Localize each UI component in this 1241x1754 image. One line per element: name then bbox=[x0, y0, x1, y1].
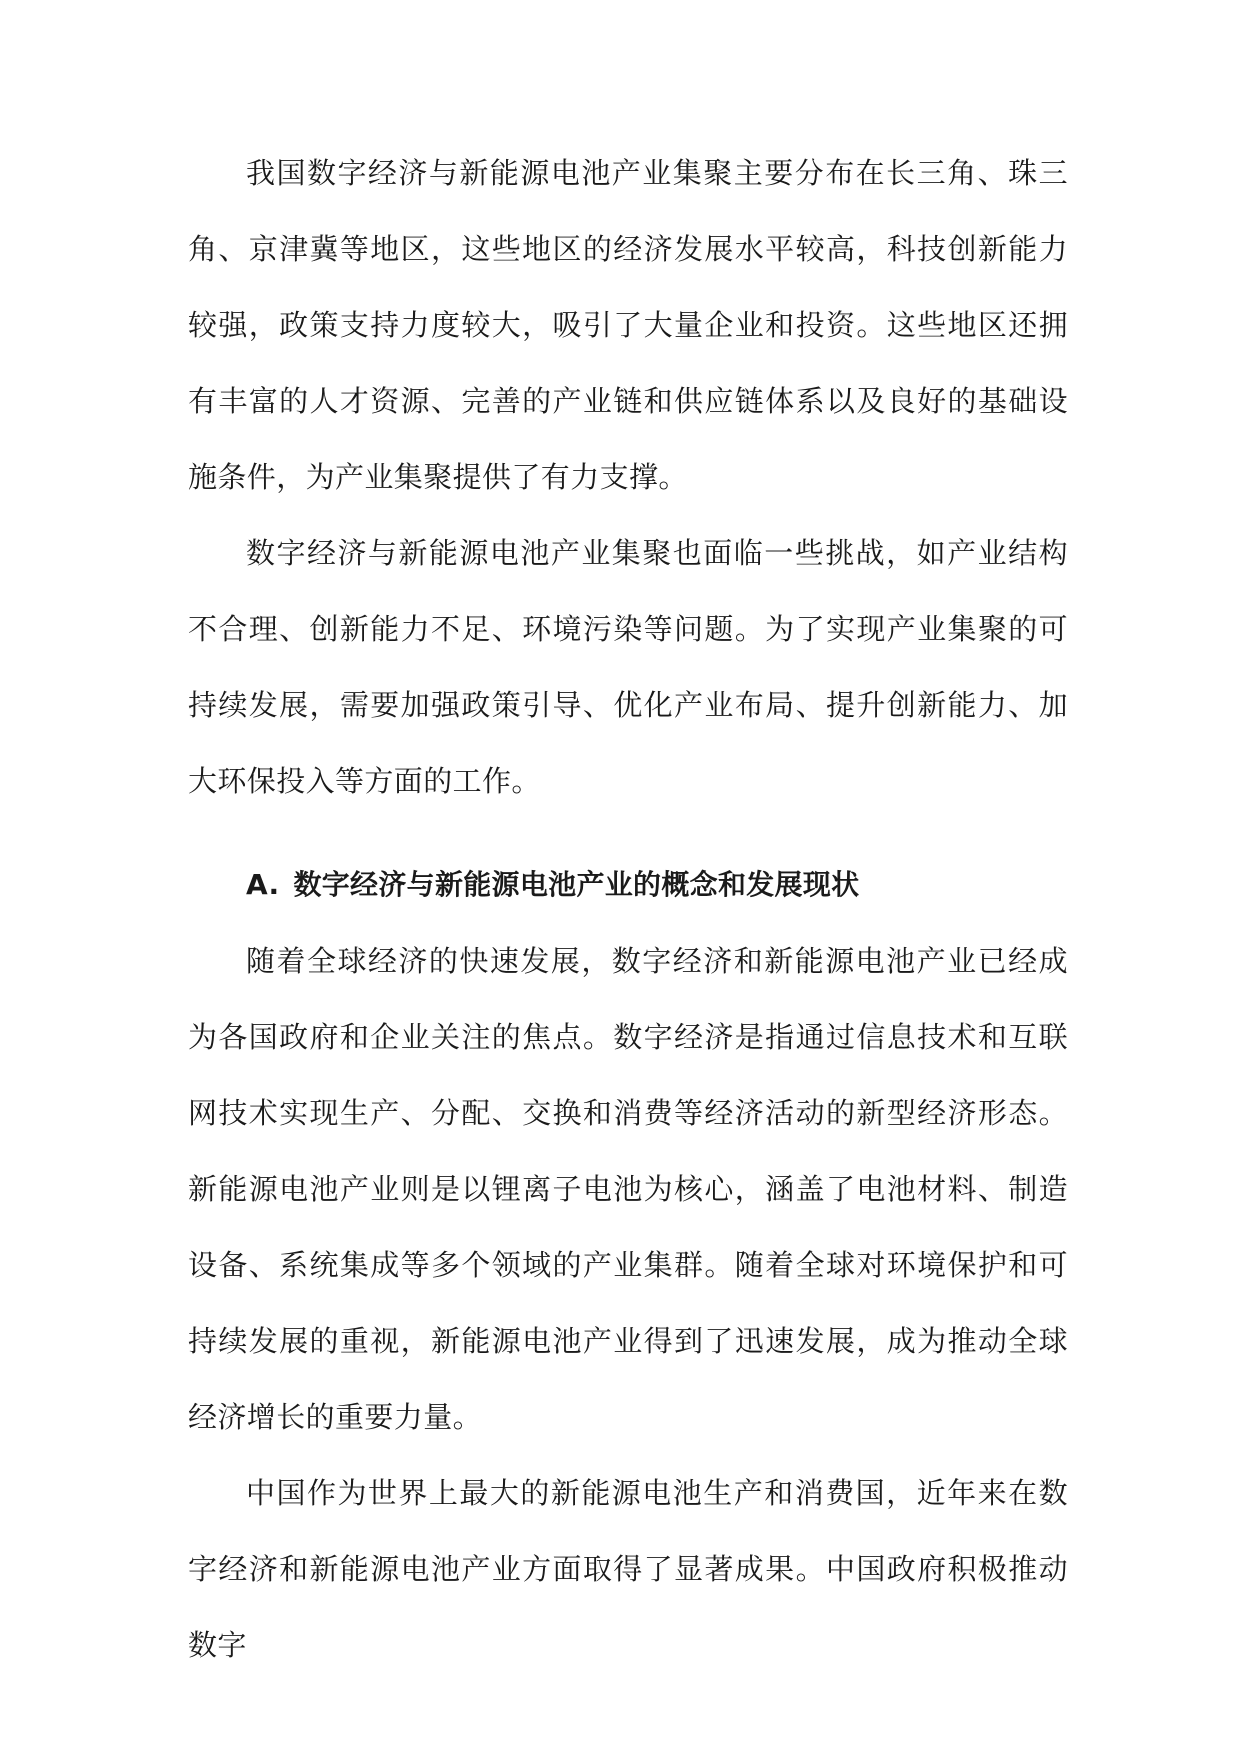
paragraph-concepts: 随着全球经济的快速发展，数字经济和新能源电池产业已经成为各国政府和企业关注的焦点。数字经济是指通过信息技术和互联网技术实现生产、分配、交换和消费等经济活动的新型经济形态。新能源电池产业则是以锂离子电池为核心，涵盖了电池材料、制造设备、系统集成等多个领域的产业集群。随着全球对环境保护和可持续发展的重视，新能源电池产业得到了迅速发展，成为推动全球经济增长的重要力量。 bbox=[188, 944, 1068, 1434]
section-title: 数字经济与新能源电池产业的概念和发展现状 bbox=[293, 868, 860, 901]
section-heading-a bbox=[188, 847, 1068, 923]
document-body bbox=[188, 135, 1068, 1683]
paragraph-challenges: 数字经济与新能源电池产业集聚也面临一些挑战，如产业结构不合理、创新能力不足、环境污染等问题。为了实现产业集聚的可持续发展，需要加强政策引导、优化产业布局、提升创新能力、加大环保投入等方面的工作。 bbox=[188, 536, 1068, 798]
paragraph-industry-distribution: 我国数字经济与新能源电池产业集聚主要分布在长三角、珠三角、京津冀等地区，这些地区的经济发展水平较高，科技创新能力较强，政策支持力度较大，吸引了大量企业和投资。这些地区还拥有丰富的人才资源、完善的产业链和供应链体系以及良好的基础设施条件，为产业集聚提供了有力支撑。 bbox=[188, 156, 1068, 494]
section-number: A. bbox=[246, 868, 280, 901]
paragraph-china-status: 中国作为世界上最大的新能源电池生产和消费国，近年来在数字经济和新能源电池产业方面取得了显著成果。中国政府积极推动数字 bbox=[188, 1476, 1068, 1662]
